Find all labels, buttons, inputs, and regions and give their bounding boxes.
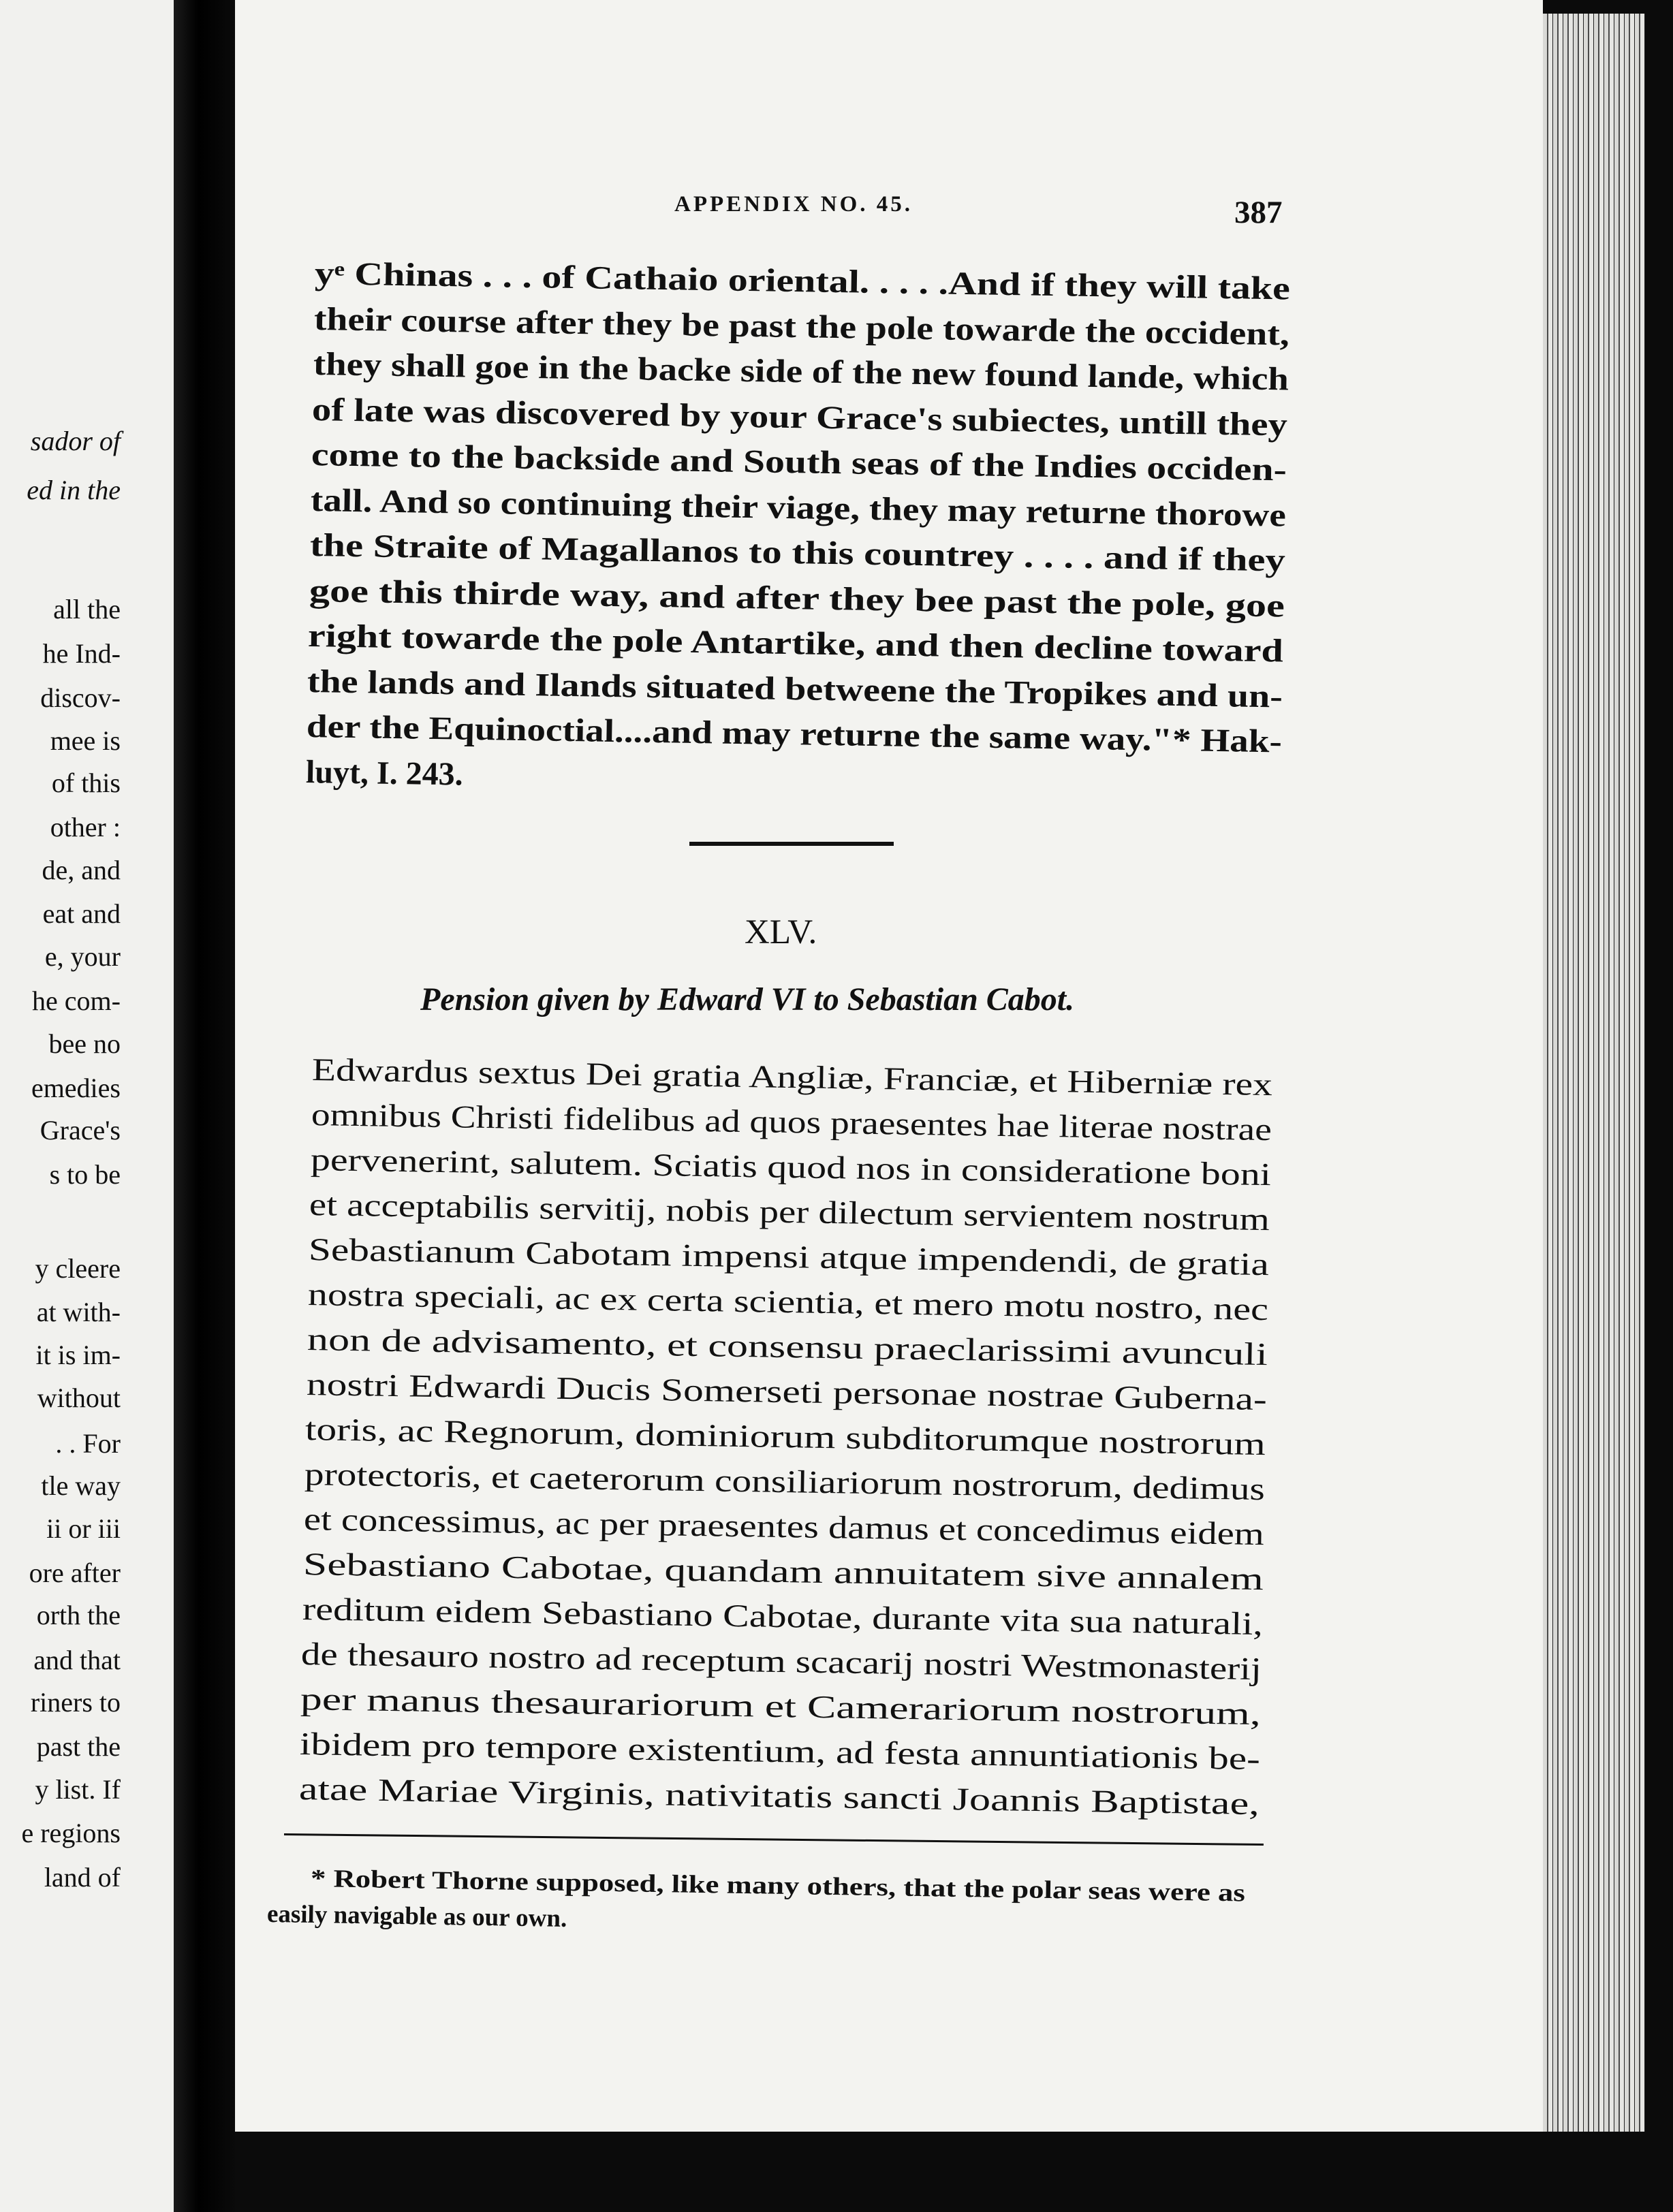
left-page-line: sador of	[30, 426, 121, 456]
text-line: ibidem pro tempore existentium, ad festa annuntiationis be-	[299, 1726, 1261, 1778]
left-page-line: of this	[51, 768, 121, 798]
text-line: nostri Edwardi Ducis Somerseti personae nostrae Guberna-	[306, 1367, 1267, 1418]
left-page-line: it is im-	[35, 1340, 121, 1370]
left-page-line: tle way	[41, 1470, 121, 1501]
left-page-line: ore after	[29, 1558, 121, 1588]
text-line: tall. And so continuing their viage, they may returne thorowe	[310, 481, 1287, 533]
text-line: the Straite of Magallanos to this countrey . . . . and if they	[309, 527, 1286, 579]
left-page-line: riners to	[30, 1687, 121, 1718]
left-page-line: he com-	[32, 985, 121, 1016]
left-page-line: and that	[33, 1645, 121, 1675]
left-page-line: y list. If	[35, 1774, 121, 1805]
left-page-line: discov-	[40, 682, 121, 713]
text-line: of late was discovered by your Grace's subiectes, untill they	[311, 391, 1288, 443]
text-line: their course after they be past the pole towarde the occident,	[313, 300, 1290, 352]
left-page-line: e regions	[21, 1818, 121, 1848]
left-page-line: other :	[50, 812, 121, 842]
left-page-line: he Ind-	[42, 638, 121, 669]
text-line: protectoris, et caeterorum consiliariorum nostrorum, dedimus	[304, 1457, 1266, 1508]
text-line: yᵉ Chinas . . . of Cathaio oriental. . . . .And if they will take	[314, 255, 1291, 307]
text-line: luyt, I. 243.	[305, 753, 463, 793]
text-line: reditum eidem Sebastiano Cabotae, durante vita sua naturali,	[302, 1592, 1263, 1643]
left-page-line: e, your	[44, 941, 121, 972]
text-line: right towarde the pole Antartike, and then decline toward	[307, 618, 1284, 669]
left-page-line: . . For	[55, 1428, 121, 1459]
left-page-line: eat and	[42, 898, 121, 929]
section-divider-rule	[689, 842, 894, 846]
left-page-line: Grace's	[40, 1115, 121, 1146]
page-number: 387	[1234, 195, 1283, 230]
section-subtitle: Pension given by Edward VI to Sebastian Cabot.	[420, 981, 1075, 1017]
text-line: et acceptabilis servitij, nobis per dilectum servientem nostrum	[309, 1187, 1270, 1238]
text-line: nostra speciali, ac ex certa scientia, et mero motu nostro, nec	[307, 1277, 1269, 1328]
text-line: they shall goe in the backe side of the new found lande, which	[313, 346, 1289, 398]
left-page-line: bee no	[48, 1028, 121, 1059]
text-line: toris, ac Regnorum, dominiorum subditorumque nostrorum	[304, 1412, 1266, 1463]
page-edges	[1543, 14, 1645, 2132]
left-page-line: s to be	[49, 1159, 121, 1190]
running-head: APPENDIX NO. 45.	[674, 192, 913, 217]
left-page-line: orth the	[36, 1600, 121, 1630]
book-gutter	[174, 0, 235, 2212]
text-line: the lands and Ilands situated betweene the Tropikes and un-	[307, 663, 1283, 714]
text-line: de thesauro nostro ad receptum scacarij nostri Westmonasterij	[300, 1637, 1262, 1688]
left-page-line: all the	[53, 594, 121, 625]
left-page-line: ii or iii	[46, 1513, 121, 1544]
text-line: pervenerint, salutem. Sciatis quod nos in consideratione boni	[310, 1142, 1271, 1193]
section-heading: XLV.	[745, 913, 817, 951]
left-page-line: emedies	[31, 1073, 121, 1103]
left-page-line: at with-	[36, 1297, 121, 1327]
text-line: der the Equinoctial....and may returne the same way."* Hak-	[306, 708, 1283, 760]
left-page-line: ed in the	[27, 475, 121, 505]
text-line: Sebastianum Cabotam impensi atque impendendi, de gratia	[308, 1232, 1270, 1283]
text-line: atae Mariae Virginis, nativitatis sancti Joannis Baptistae,	[298, 1771, 1260, 1822]
text-line: Sebastiano Cabotae, quandam annuitatem sive annalem	[302, 1547, 1264, 1598]
left-page-line: de, and	[42, 855, 121, 885]
left-page-line: y cleere	[35, 1253, 121, 1284]
left-page-line: land of	[44, 1862, 121, 1893]
text-line: Edwardus sextus Dei gratia Angliæ, Franciæ, et Hiberniæ rex	[311, 1052, 1273, 1103]
left-page-line: mee is	[50, 725, 121, 756]
footnote-line: * Robert Thorne supposed, like many others, that the polar seas were as	[310, 1865, 1246, 1908]
text-line: et concessimus, ac per praesentes damus et concedimus eidem	[303, 1502, 1265, 1553]
text-line: omnibus Christi fidelibus ad quos praesentes hae literae nostrae	[311, 1097, 1272, 1148]
footnote-line: easily navigable as our own.	[266, 1900, 567, 1933]
left-facing-page	[0, 0, 174, 2212]
text-line: goe this thirde way, and after they bee past the pole, goe	[309, 572, 1285, 624]
left-page-line: without	[37, 1382, 121, 1413]
text-line: come to the backside and South seas of the Indies occiden-	[311, 437, 1287, 488]
left-page-line: past the	[36, 1731, 121, 1762]
text-line: non de advisamento, et consensu praeclarissimi avunculi	[307, 1322, 1268, 1373]
text-line: per manus thesaurariorum et Camerariorum nostrorum,	[300, 1681, 1262, 1733]
